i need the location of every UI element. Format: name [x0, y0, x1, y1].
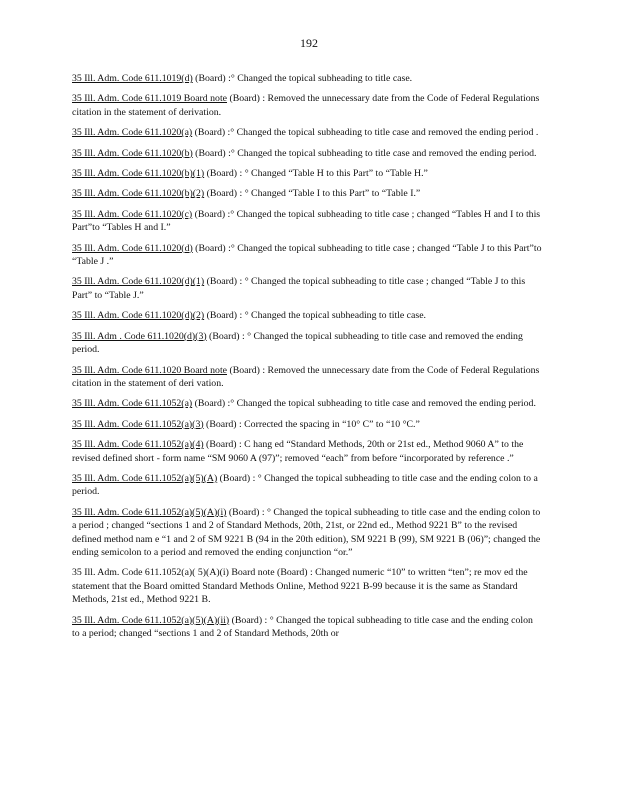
amendment-entry — [72, 614, 542, 641]
amendment-entry — [72, 92, 542, 119]
amendment-entry — [72, 418, 542, 431]
amendment-text: (Board) : ° Changed the topical subheading to title case ; changed “Table J to this Part” to “Table J.” — [72, 276, 526, 301]
amendment-text: (Board) : Changed numeric “10” to written “ten”; re mov ed the statement that the Board omitted Standard Methods Online, Method 9221 B-99 because it is the same as Standard Methods, 21st ed., Method 9221 B. — [72, 567, 528, 606]
amendment-text: (Board) : C hang ed “Standard Methods, 20th or 21st ed., Method 9060 A” to the revised defined short - form name “SM 9060 A (97)”; removed “each” from before “incorporated by reference .” — [72, 439, 524, 464]
amendment-text: (Board) : ° Changed the topical subheading to title case and the ending colon to a period ; changed “sections 1 and 2 of Standard Methods, 20th, 21st, or 22nd ed., Method 9221 B” to the revised defined method nam e “1 and 2 of SM 9221 B (94 in the 20th edition), SM 9221 B (99), SM 9221 B (06)”; changed the ending semicolon to a period and removed the ending conjunction “or.” — [72, 506, 541, 558]
amendment-entry — [72, 167, 542, 180]
amendment-text: (Board) : ° Changed “Table H to this Part” to “Table H.” — [204, 168, 428, 180]
amendment-text: (Board) : Corrected the spacing in “10° C” to “10 °C.” — [203, 418, 420, 430]
citation: 35 Ill. Adm. Code 611.1020(a) — [72, 127, 193, 139]
citation: 35 Ill. Adm. Code 611.1020(b)(1) — [72, 168, 205, 180]
amendment-text: (Board) : ° Changed “Table I to this Part” to “Table I.” — [204, 188, 421, 200]
amendment-text: (Board) :° Changed the topical subheading to title case and removed the ending period. — [192, 398, 536, 410]
amendment-entry — [72, 506, 542, 560]
citation: 35 Ill. Adm. Code 611.1052(a)(4) — [72, 439, 204, 451]
citation: 35 Ill. Adm. Code 611.1052(a)(5)(A)(ii) — [72, 614, 230, 626]
amendment-text: (Board) : Removed the unnecessary date from the Code of Federal Regulations citation in the statement of deri vation. — [72, 364, 540, 389]
amendment-entry — [72, 242, 542, 269]
citation: 35 Ill. Adm. Code 611.1019(d) — [72, 73, 193, 84]
amendment-text: (Board) :° Changed the topical subheading to title case and removed the ending period. — [192, 147, 537, 159]
amendment-text: (Board) : ° Changed the topical subheading to title case and removed the ending period. — [72, 330, 523, 356]
citation: 35 Ill. Adm. Code 611.1020(b)(2) — [72, 188, 205, 200]
citation: 35 Ill. Adm. Code 611.1020(d)(1) — [72, 276, 205, 288]
citation: 35 Ill. Adm. Code 611.1020(c) — [72, 208, 193, 220]
amendment-entry — [72, 126, 542, 139]
amendment-text: (Board) : ° Changed the topical subheading to title case. — [204, 310, 426, 322]
citation: 35 Ill. Adm. Code 611.1052(a)( 5)(A)(i) Board note — [72, 567, 275, 579]
citation: 35 Ill. Adm. Code 611.1020(d)(2) — [72, 310, 205, 322]
citation: 35 Ill. Adm. Code 611.1020(d) — [72, 242, 193, 254]
citation: 35 Ill. Adm. Code 611.1052(a)(5)(A) — [72, 472, 218, 484]
amendment-text: (Board) :° Changed the topical subheading to title case and removed the ending period . — [192, 127, 539, 139]
citation: 35 Ill. Adm. Code 611.1020 Board note — [72, 364, 228, 376]
page-number: 192 — [300, 36, 318, 50]
amendment-entry — [72, 147, 542, 160]
amendment-list — [72, 72, 542, 647]
amendment-entry — [72, 438, 542, 465]
amendment-text: (Board) : ° Changed the topical subheading to title case and the ending colon to a period. — [72, 472, 538, 498]
citation: 35 Ill. Adm. Code 611.1020(b) — [72, 147, 193, 159]
amendment-entry — [72, 309, 542, 322]
amendment-entry — [72, 364, 542, 391]
amendment-entry — [72, 275, 542, 302]
amendment-entry — [72, 472, 542, 499]
amendment-entry — [72, 397, 542, 410]
amendment-entry — [72, 208, 542, 235]
amendment-entry — [72, 187, 542, 200]
amendment-entry — [72, 566, 542, 606]
citation: 35 Ill. Adm. Code 611.1052(a) — [72, 398, 193, 410]
citation: 35 Ill. Adm. Code 611.1052(a)(5)(A)(i) — [72, 506, 227, 518]
amendment-text: (Board) :° Changed the topical subheading to title case. — [192, 73, 413, 84]
citation: 35 Ill. Adm . Code 611.1020(d)(3) — [72, 330, 207, 342]
amendment-text: (Board) :° Changed the topical subheading to title case ; changed “Table J to this Part”to “Table J .” — [72, 242, 542, 268]
amendment-entry — [72, 330, 542, 357]
citation: 35 Ill. Adm. Code 611.1052(a)(3) — [72, 418, 204, 430]
citation: 35 Ill. Adm. Code 611.1019 Board note — [72, 93, 228, 105]
amendment-entry — [72, 72, 542, 85]
amendment-text: (Board) :° Changed the topical subheading to title case ; changed “Tables H and I to this Part”to “Tables H and I.” — [72, 208, 541, 234]
amendment-text: (Board) : ° Changed the topical subheading to title case and the ending colon to a period; changed “sections 1 and 2 of Standard Methods, 20th or — [72, 614, 533, 639]
amendment-text: (Board) : Removed the unnecessary date from the Code of Federal Regulations citation in the statement of derivation. — [72, 93, 540, 118]
